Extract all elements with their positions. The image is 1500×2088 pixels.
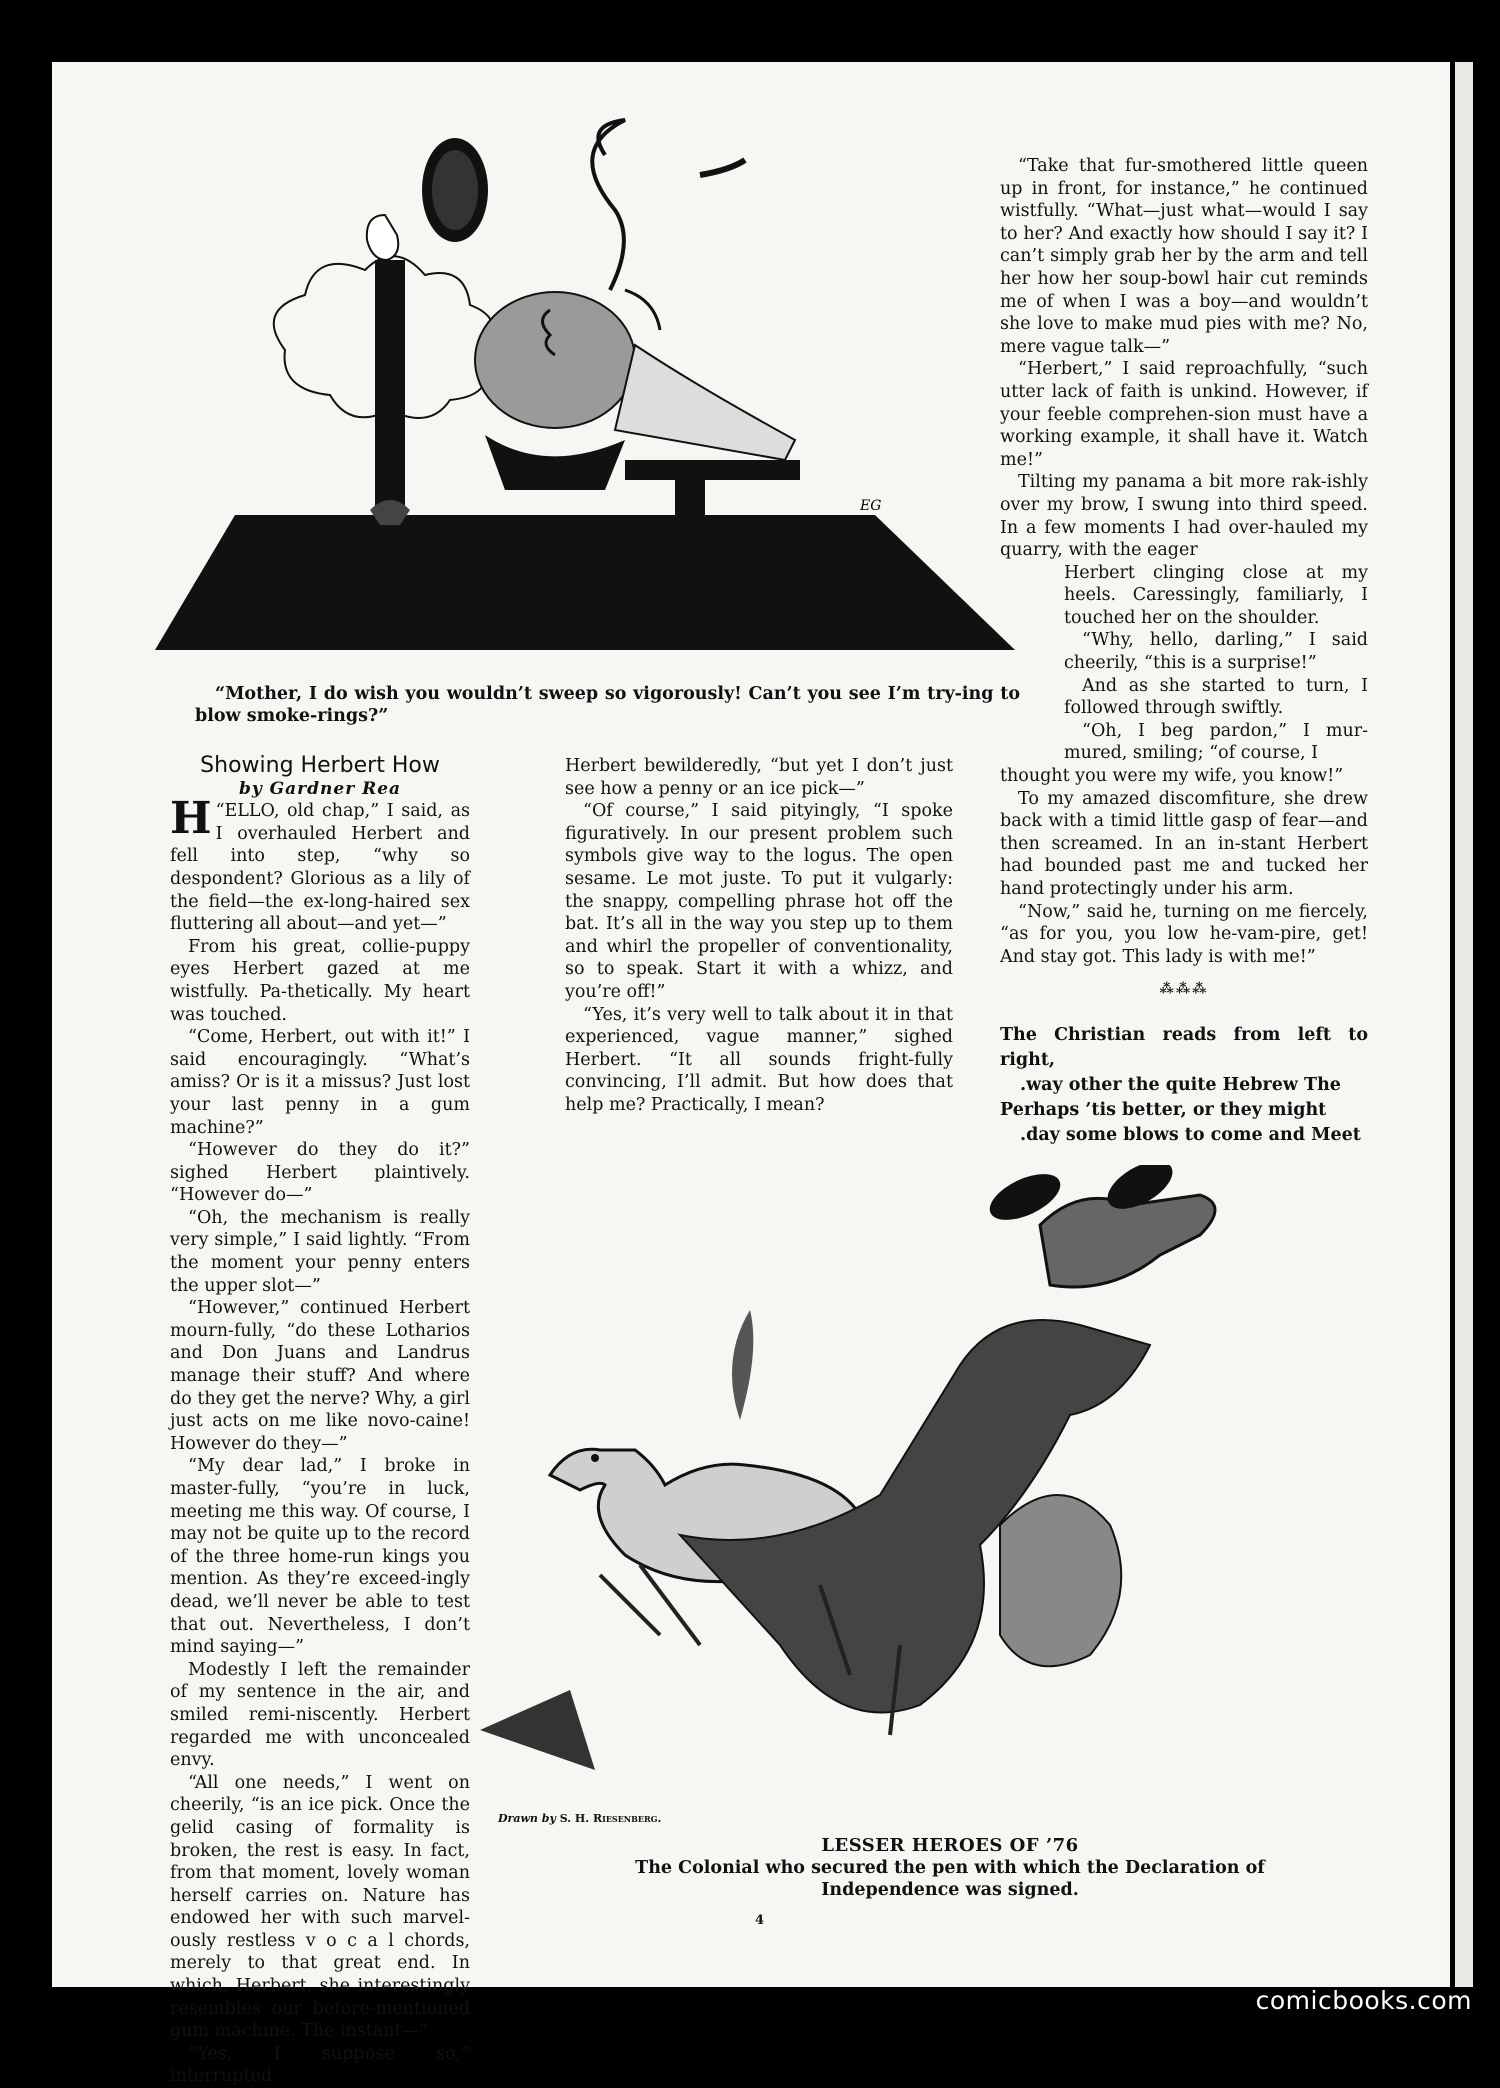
- story-paragraph: “All one needs,” I went on cheerily, “is an ice pick. Once the gelid casing of formality is broken, the rest is easy. In fact, from that moment, lovely woman herself carries on. Nature has endowed her with such marvel-ously restless v o c a l chords, merely to that great end. In which, Herbert, she interestingly resembles our before-mentioned gum machine. The instant—”: [170, 1772, 470, 2042]
- verse-line: Perhaps ’tis better, or they might: [1000, 1099, 1327, 1120]
- drop-cap: H: [170, 793, 212, 845]
- story-paragraph: thought you were my wife, you know!”: [1000, 766, 1344, 787]
- watermark: comicbooks.com: [1255, 1986, 1472, 2015]
- story-paragraph: To my amazed discomfiture, she drew back with a timid little gasp of fear—and then screamed. In an in-stant Herbert had bounded past me and tucked her hand protectingly under his arm.: [1000, 788, 1368, 899]
- facing-page-edge: [1455, 62, 1473, 1987]
- story-paragraph: “Of course,” I said pityingly, “I spoke figuratively. In our present problem such symbols give way to the logus. The open sesame. Le mot juste. To put it vulgarly: the snappy, compelling phrase hot off the bat. It’s all in the way you step up to them and whirl the propeller of conventionality, so to speak. Start it with a whizz, and you’re off!”: [565, 801, 953, 1002]
- illustration-credit: Drawn by S. H. Riesenberg.: [498, 1812, 662, 1825]
- story-paragraph: And as she started to turn, I followed through swiftly.: [1064, 675, 1368, 719]
- story-paragraph: Tilting my panama a bit more rak-ishly over my brow, I swung into third speed. In a few moments I had over-hauled my quarry, with the eager: [1000, 472, 1368, 561]
- story-paragraph: “Herbert,” I said reproachfully, “such utter lack of faith is unkind. However, if your feeble comprehen-sion must have a working example, it shall have it. Watch me!”: [1000, 359, 1368, 470]
- story-paragraph: From his great, collie-puppy eyes Herbert gazed at me wistfully. Pa-thetically. My heart was touched.: [170, 936, 470, 1025]
- story-paragraph: “Take that fur-smothered little queen up in front, for instance,” he continued wistfully. “What—just what—would I say to her? And exactly how should I say it? I can’t simply grab her by the arm and tell her how her soup-bowl hair cut reminds me of when I was a boy—and wouldn’t she love to make mud pies with me? No, mere vague talk—”: [1000, 156, 1368, 357]
- story-paragraph: “Come, Herbert, out with it!” I said encouragingly. “What’s amiss? Or is it a missus? Just lost your last penny in a gum machine?”: [170, 1027, 470, 1138]
- story-byline: by Gardner Rea: [238, 778, 402, 799]
- illustration-signature: EG: [860, 498, 882, 514]
- story-paragraph: “Why, hello, darling,” I said cheerily, “this is a surprise!”: [1064, 630, 1368, 674]
- story-column-2: [565, 755, 953, 1117]
- story-paragraph: “Yes, I suppose so,” interrupted: [170, 2043, 470, 2087]
- story-paragraph: “However do they do it?” sighed Herbert plaintively. “However do—”: [170, 1140, 470, 1206]
- colonial-goose-illustration: [480, 1165, 1380, 1805]
- story-paragraph: Herbert bewilderedly, “but yet I don’t just see how a penny or an ice pick—”: [565, 756, 953, 799]
- verse-line: .way other the quite Hebrew The: [1020, 1074, 1341, 1095]
- story-paragraph: “Oh, the mechanism is really very simple,” I said lightly. “From the moment your penny enters the upper slot—”: [170, 1207, 470, 1296]
- story-paragraph: Modestly I left the remainder of my sentence in the air, and smiled remi-niscently. Herbert regarded me with unconcealed envy.: [170, 1659, 470, 1771]
- caption-text: The Colonial who secured the pen with which the Declaration of Independence was signed.: [635, 1858, 1265, 1900]
- story-paragraph: “However,” continued Herbert mourn-fully, “do these Lotharios and Don Juans and Landrus manage their stuff? And where do they get the nerve? Why, a girl just acts on me like novo-caine! However do they—”: [170, 1298, 470, 1454]
- bottom-illustration-caption: [600, 1835, 1300, 1901]
- story-column-3: [1000, 155, 1368, 1148]
- smoke-ring-illustration: [155, 115, 1015, 670]
- caption-title: LESSER HEROES OF ’76: [821, 1835, 1079, 1856]
- section-divider-stars: ⁂⁂⁂: [1159, 981, 1209, 998]
- top-illustration-caption: “Mother, I do wish you wouldn’t sweep so vigorously! Can’t you see I’m try-ing to blow smoke-rings?”: [195, 684, 1020, 726]
- story-paragraph: “Yes, it’s very well to talk about it in that experienced, vague manner,” sighed Herbert. “It all sounds fright-fully convincing, I’ll admit. But how does that help me? Practically, I mean?: [565, 1004, 953, 1115]
- story-paragraph: H “ELLO, old chap,” I said, as I overhauled Herbert and fell into step, “why so despondent? Glorious as a lily of the field—the ex-long-haired sex fluttering all about—and yet—”: [170, 793, 470, 935]
- verse-line: The Christian reads from left to right,: [1000, 1024, 1368, 1070]
- verse: [1000, 1023, 1368, 1148]
- story-title: Showing Herbert How: [200, 753, 440, 778]
- story-column-1: [170, 755, 470, 2088]
- story-paragraph: “My dear lad,” I broke in master-fully, “you’re in luck, meeting me this way. Of course, I may not be quite up to the record of the three home-run kings you mention. As they’re exceed-ingly dead, we’ll never be able to test that out. Nevertheless, I don’t mind saying—”: [170, 1456, 470, 1658]
- story-paragraph: Herbert clinging close at my heels. Caressingly, familiarly, I touched her on the shoulder.: [1064, 562, 1368, 628]
- story-paragraph: “Oh, I beg pardon,” I mur-mured, smiling; “of course, I: [1064, 720, 1368, 764]
- story-paragraph: “Now,” said he, turning on me fiercely, “as for you, you low he-vam-pire, get! And stay got. This lady is with me!”: [1000, 901, 1368, 967]
- verse-line: .day some blows to come and Meet: [1020, 1124, 1361, 1145]
- page-number: 4: [755, 1913, 765, 1928]
